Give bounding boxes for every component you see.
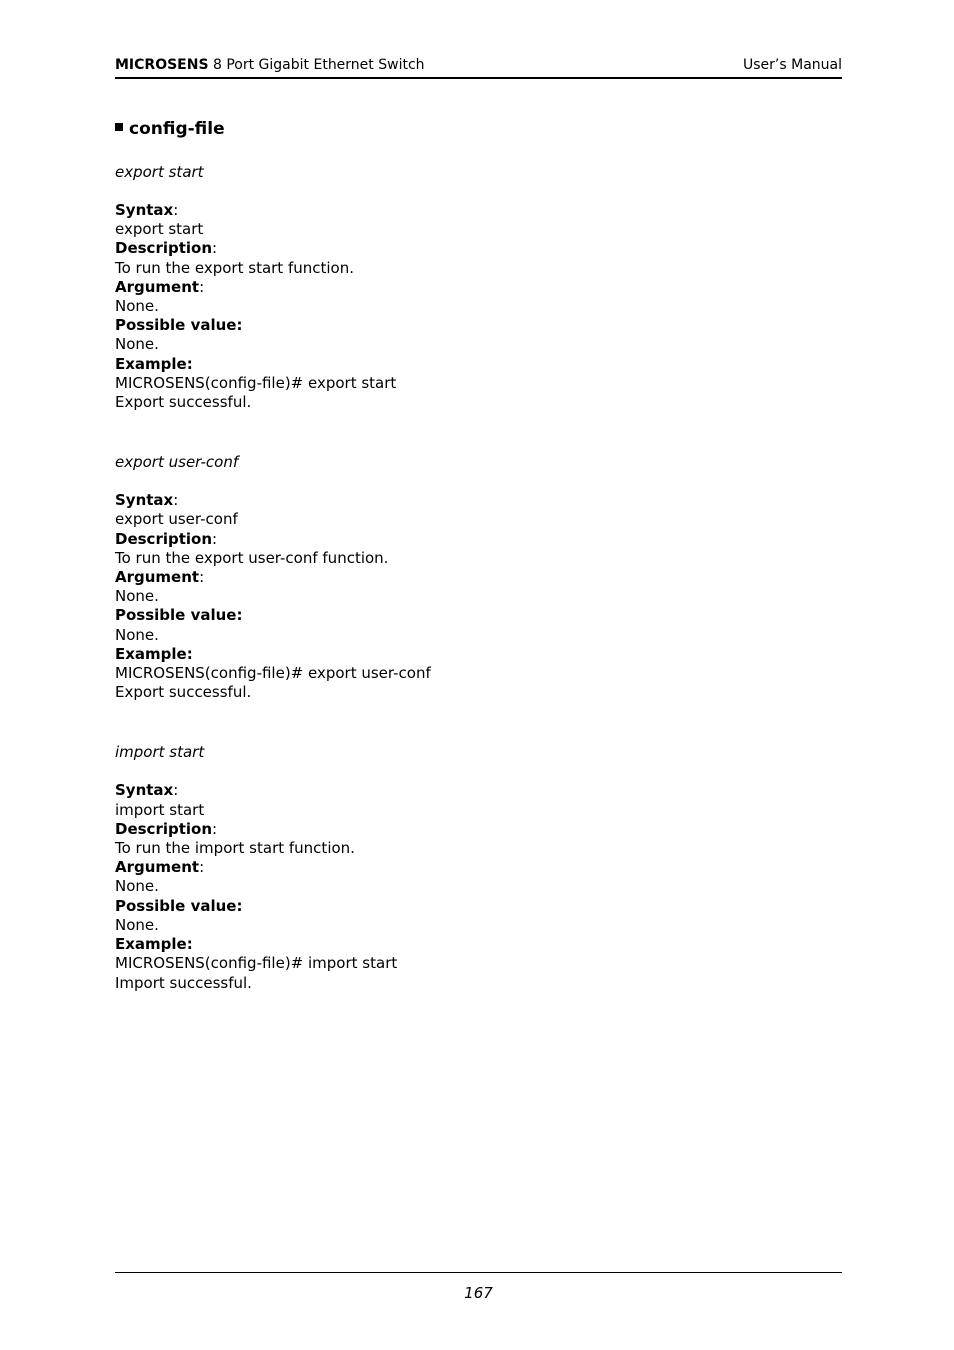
description-label: Description [115, 819, 213, 838]
argument-value: None. [115, 587, 159, 606]
description-label: Description [115, 529, 213, 548]
argument-colon: : [199, 568, 205, 587]
possible-value-label: Possible value: [115, 896, 243, 915]
command-block-export-user-conf [115, 453, 842, 702]
description-value: To run the export start function. [115, 258, 354, 277]
description-colon: : [212, 819, 218, 838]
syntax-label-line [115, 491, 842, 510]
syntax-label: Syntax [115, 491, 174, 510]
example-command: MICROSENS(config-file)# export start [115, 373, 397, 392]
page-header [115, 57, 842, 79]
description-value: To run the export user-conf function. [115, 548, 389, 567]
argument-label-line [115, 568, 842, 587]
argument-colon: : [199, 277, 205, 296]
command-block-import-start [115, 743, 842, 992]
example-output: Export successful. [115, 393, 252, 412]
syntax-colon: : [173, 491, 179, 510]
argument-colon: : [199, 858, 205, 877]
header-manual-label: User’s Manual [743, 57, 842, 73]
possible-value-value: None. [115, 625, 159, 644]
argument-value: None. [115, 877, 159, 896]
argument-label: Argument [115, 277, 200, 296]
description-label: Description [115, 239, 213, 258]
possible-value-label: Possible value: [115, 606, 243, 625]
example-label: Example: [115, 644, 193, 663]
command-title: export user-conf [115, 453, 239, 472]
syntax-value: export user-conf [115, 510, 238, 529]
argument-label: Argument [115, 858, 200, 877]
description-colon: : [212, 239, 218, 258]
example-output: Export successful. [115, 683, 252, 702]
section-heading [115, 117, 842, 141]
header-product-title [115, 57, 425, 73]
description-label-line [115, 530, 842, 549]
syntax-label: Syntax [115, 201, 174, 219]
page-content [115, 117, 842, 993]
possible-value-value: None. [115, 335, 159, 354]
square-bullet-icon [115, 123, 123, 131]
header-product: 8 Port Gigabit Ethernet Switch [208, 57, 425, 73]
command-block-export-start [115, 163, 842, 412]
description-label-line [115, 820, 842, 839]
section-title: config-file [129, 119, 225, 139]
command-title: export start [115, 163, 204, 181]
page-footer [115, 1272, 842, 1302]
argument-value: None. [115, 297, 159, 316]
example-command: MICROSENS(config-file)# export user-conf [115, 664, 431, 683]
page-number: 167 [464, 1284, 493, 1302]
example-label: Example: [115, 354, 193, 373]
syntax-value: export start [115, 220, 204, 239]
possible-value-label: Possible value: [115, 316, 243, 335]
argument-label-line [115, 278, 842, 297]
argument-label: Argument [115, 568, 200, 587]
header-brand: MICROSENS [115, 57, 209, 73]
description-value: To run the import start function. [115, 839, 355, 858]
argument-label-line [115, 858, 842, 877]
syntax-label-line [115, 781, 842, 800]
example-output: Import successful. [115, 973, 252, 992]
description-label-line [115, 239, 842, 258]
syntax-label-line [115, 201, 842, 220]
command-title: import start [115, 743, 205, 762]
example-label: Example: [115, 935, 193, 954]
syntax-colon: : [173, 781, 179, 800]
possible-value-value: None. [115, 915, 159, 934]
syntax-label: Syntax [115, 781, 174, 800]
syntax-value: import start [115, 800, 205, 819]
syntax-colon: : [173, 201, 179, 219]
description-colon: : [212, 529, 218, 548]
example-command: MICROSENS(config-file)# import start [115, 954, 398, 973]
